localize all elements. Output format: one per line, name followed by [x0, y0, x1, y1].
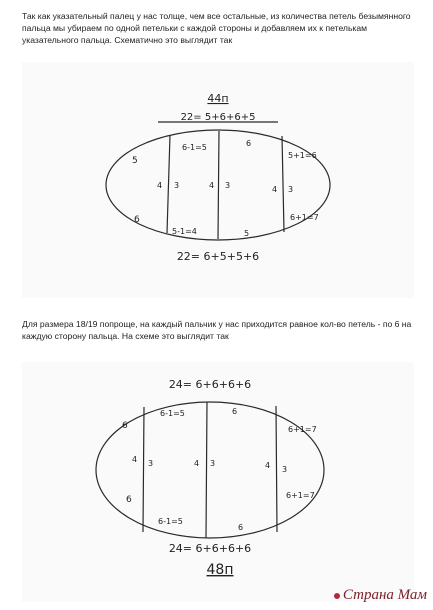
scheme-1-label-mid-1b: 3 — [174, 181, 180, 190]
scheme-2-label-top-a: 6-1=5 — [160, 409, 185, 418]
scheme-2-label-mid-1b: 3 — [148, 459, 154, 468]
scheme-1-label-mid-2: 4 — [209, 181, 215, 190]
intro-paragraph: Так как указательный палец у нас толще, чем все остальные, из количества петель безымянного пальца мы убираем по одной петельки с каждой стороны и добавляем их к петелькам указательного пальца. Схематично это выглядит так — [22, 11, 411, 45]
scheme-2-divider-1 — [143, 407, 144, 532]
scheme-1-label-mid-1: 4 — [157, 181, 163, 190]
scheme-1-bottom-formula: 22= 6+5+5+6 — [176, 250, 260, 263]
scheme-2-top-formula: 24= 6+6+6+6 — [168, 378, 252, 391]
scheme-1-label-mid-3b: 3 — [288, 185, 294, 194]
scheme-2-drawing — [22, 362, 414, 602]
scheme-2-label-bottom-b: 6 — [238, 523, 244, 532]
scheme-2-label-bottom-a: 6-1=5 — [158, 517, 183, 526]
size-note-paragraph: Для размера 18/19 попроще, на каждый пальчик у нас приходится равное кол-во петель - по 6 на каждую сторону пальца. На схеме это выглядит так — [22, 319, 412, 341]
scheme-2-label-top-c: 6+1=7 — [288, 425, 317, 434]
scheme-1-divider-1 — [167, 135, 170, 233]
scheme-2-total: 48п — [206, 562, 234, 578]
scheme-1-label-left-bottom: 6 — [134, 215, 140, 225]
scheme-2-label-mid-2b: 3 — [210, 459, 216, 468]
knitting-scheme-sketch-2 — [22, 362, 414, 602]
scheme-2-label-mid-2: 4 — [194, 459, 200, 468]
scheme-1-label-top-c: 5+1=6 — [288, 151, 317, 160]
scheme-2-divider-2 — [206, 402, 207, 538]
scheme-1-label-top-b: 6 — [246, 139, 252, 148]
scheme-1-label-top-a: 6-1=5 — [182, 143, 207, 152]
scheme-2-label-left-bottom: 6 — [126, 495, 132, 505]
scheme-1-label-bottom-c: 6+1=7 — [290, 213, 319, 222]
scheme-2-bottom-formula: 24= 6+6+6+6 — [168, 542, 252, 555]
scheme-2-label-top-b: 6 — [232, 407, 238, 416]
scheme-1-top-formula: 22= 5+6+6+5 — [180, 112, 256, 123]
watermark-logo-icon — [334, 593, 340, 599]
scheme-2-ellipse — [96, 402, 324, 538]
scheme-2-label-left-top: 6 — [122, 421, 128, 431]
scheme-2-label-mid-3b: 3 — [282, 465, 288, 474]
watermark-text: Страна Мам — [342, 587, 427, 603]
scheme-1-label-left-top: 5 — [132, 156, 138, 166]
scheme-1-drawing — [22, 62, 414, 298]
scheme-1-divider-2 — [218, 131, 219, 239]
knitting-scheme-sketch-1 — [22, 62, 414, 298]
scheme-1-divider-3 — [282, 136, 284, 232]
scheme-2-divider-3 — [276, 406, 277, 532]
scheme-2-label-mid-1: 4 — [132, 455, 138, 464]
site-watermark — [334, 587, 427, 604]
scheme-2-label-mid-3: 4 — [265, 461, 271, 470]
scheme-1-label-mid-3: 4 — [272, 185, 278, 194]
scheme-1-label-mid-2b: 3 — [225, 181, 231, 190]
scheme-1-total: 44п — [207, 92, 229, 105]
scheme-1-label-bottom-b: 5 — [244, 229, 250, 238]
scheme-1-label-bottom-a: 5-1=4 — [172, 227, 197, 236]
scheme-2-label-bottom-c: 6+1=7 — [286, 491, 315, 500]
